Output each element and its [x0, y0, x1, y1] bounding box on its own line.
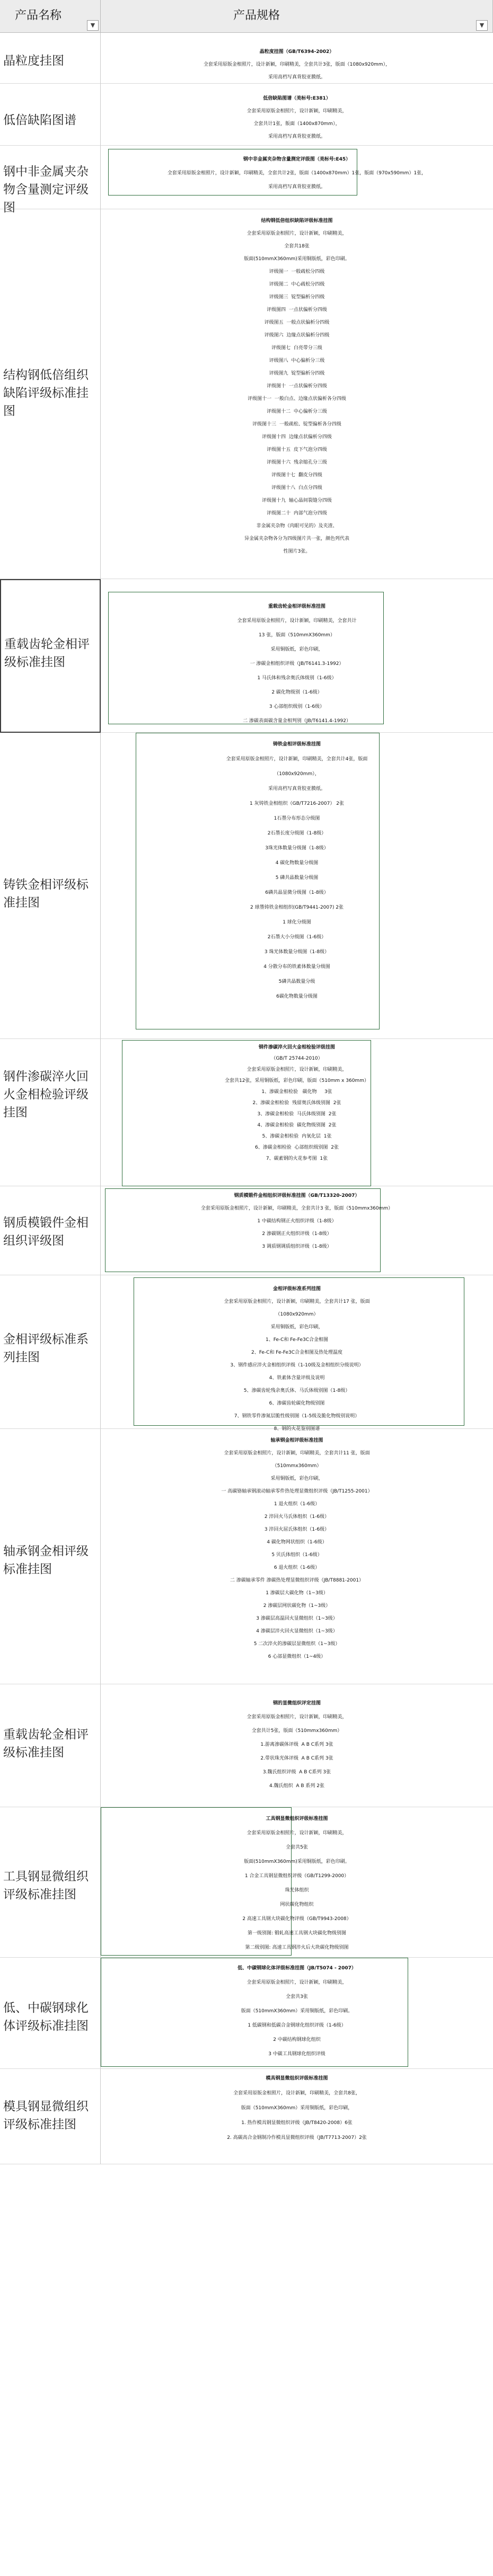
spec-line: 全套采用原版金相照片，设计新颖，印刷精美，: [247, 1715, 347, 1720]
spec-line: 全套共5张: [286, 1845, 308, 1850]
spec-line: 5 二次淬火的渗碳层显微组织（1~3级）: [253, 1641, 340, 1647]
spec-line: 版面（510mmX360mm）采用铜版纸，彩色印刷，: [241, 2106, 353, 2111]
spec-line: 2石墨长度分级图（1-8级）: [267, 831, 327, 836]
spec-line: 2、渗碳金相检验 残留奥氏体级别图 2张: [252, 1100, 341, 1106]
spec-line: 评级图三 锭型偏析分四级: [269, 295, 325, 300]
spec-line: 珠光体组织: [285, 1888, 309, 1893]
spec-line: 全套采用原版金相照片，设计新颖，印刷精美，全套共计: [237, 618, 357, 624]
product-name: 钢中非金属夹杂物含量测定评级图: [3, 165, 89, 215]
product-spec-cell[interactable]: [101, 84, 493, 146]
product-name-cell[interactable]: [0, 84, 101, 146]
spec-line: 全套采用原版金相照片，设计新颖，印刷精美，: [247, 1980, 347, 1985]
spec-line: 1、Fe-C和 Fe-Fe3C合金相图: [265, 1337, 329, 1343]
spec-line: （1080x920mm）: [275, 1312, 319, 1317]
spec-line: 版面(510mmX360mm)采用铜版纸，彩色印刷。: [244, 256, 350, 262]
spec-line: 采用高档写真背胶亚膜纸。: [268, 75, 325, 80]
spec-line: 5磷共晶数量分级: [278, 979, 315, 984]
table-row[interactable]: [0, 1039, 493, 1186]
spec-line: 3 珠光体数量分级图（1-8级）: [264, 949, 330, 955]
spec-title: 晶粒度挂图（GB/T6394-2002）: [259, 49, 334, 55]
spec-line: 1.游离渗碳体评级 A B C系列 3张: [260, 1742, 333, 1747]
product-spec-cell[interactable]: [101, 1429, 493, 1684]
spec-title: 钢质模锻件金相组织评级标准挂图（GB/T13320-2007）: [234, 1193, 360, 1198]
product-spec-cell[interactable]: [101, 1958, 493, 2069]
spec-line: 全套采用原版金相照片，设计新颖，印刷精美，全套共计17 张，版面: [224, 1299, 370, 1304]
product-name: 重载齿轮金相评级标准挂图: [4, 637, 90, 669]
table-row[interactable]: [0, 1275, 493, 1432]
spec-line: 4.魏氏组织 A B 系列 2张: [269, 1783, 324, 1789]
spec-line: 评级图二 中心疏松分四级: [269, 282, 325, 287]
product-name: 结构钢低倍组织缺陷评级标准挂图: [3, 368, 89, 418]
spec-line: 3 调质钢调质组织评级（1-8级）: [262, 1244, 332, 1249]
table-row[interactable]: [0, 1807, 493, 1958]
product-name: 铸铁金相评级标准挂图: [3, 878, 89, 910]
product-name: 轴承钢金相评级标准挂图: [3, 1544, 89, 1576]
spec-line: 4 碳化物网状组织（1-6级）: [267, 1540, 327, 1545]
spec-line: 1 渗碳层大碳化物（1~3级）: [266, 1591, 328, 1596]
product-name-cell[interactable]: [0, 209, 101, 579]
spec-line: 全套采用原版金相照片，设计新颖，印刷精美，全套共计3 张，版面（510mmx360mm）: [200, 1206, 393, 1211]
table-row[interactable]: [0, 84, 493, 146]
spec-line: 全套共计1张，版面（1400x870mm），: [253, 121, 340, 127]
spec-line: 全套共18张: [284, 244, 310, 249]
spec-line: 全套采用原版金相照片，设计新颖，印刷精美，全套共8张，: [233, 2091, 360, 2096]
spec-title: 金相评级标准系列挂图: [272, 1286, 321, 1292]
column-header-label: 产品规格: [233, 9, 280, 22]
spec-line: 全套采用原版金相照片，设计新颖，印刷精美，全套共计3张，版面（1080x920mm），: [203, 62, 391, 67]
product-name-cell[interactable]: [0, 733, 101, 1039]
product-spec-cell[interactable]: [101, 1275, 493, 1432]
table-row[interactable]: [0, 1429, 493, 1684]
product-name: 金相评级标准系列挂图: [3, 1333, 89, 1364]
spec-line: 第二级别图: 高速工具钢淬火后大块碳化物级别图: [245, 1945, 349, 1950]
spec-line: 评级图七 白亮带分三级: [271, 345, 322, 351]
spec-line: 采用高档写真背胶亚膜纸。: [268, 786, 325, 792]
spec-line: 评级图十二 中心偏析分三级: [267, 409, 327, 414]
spec-line: （510mmx360mm）: [272, 1463, 322, 1469]
spec-line: 评级图十八 白点分四级: [271, 485, 322, 491]
spec-line: 6碳化物数量分级图: [276, 994, 318, 999]
spec-line: 评级图十九 轴心晶间裂缝分四级: [262, 498, 332, 503]
spec-line: 采用高档写真背胶亚膜纸。: [268, 184, 325, 190]
product-spec-cell[interactable]: [101, 2069, 493, 2164]
spec-line: 全套共3张: [286, 1994, 308, 2000]
spec-line: 全套采用原版金相照片，设计新颖，印刷精美，全套共计11 张，版面: [224, 1451, 370, 1456]
spec-line: 1 低碳钢和低碳合金钢球化组织评级（1-6级）: [248, 2023, 346, 2028]
spec-line: 6、渗碳齿轮碳化物级别图: [269, 1401, 325, 1406]
spec-line: 4 渗碳层淬火回火显微组织（1~3级）: [256, 1629, 338, 1634]
product-name-cell[interactable]: [0, 146, 101, 215]
spec-line: 7、钢铁零件渗氮层脆性级别图（1-5级及脆化物级别说明）: [234, 1414, 360, 1419]
spec-line: 2.带状珠光体评级 A B C系列 3张: [260, 1756, 333, 1761]
product-name: 低倍缺陷图谱: [3, 113, 76, 127]
table-row[interactable]: [0, 146, 493, 215]
product-name-cell[interactable]: [0, 1958, 101, 2069]
spec-title: 低、中碳钢球化体评级标准挂图（JB/T5074 - 2007）: [237, 1966, 356, 1971]
spec-line: 5、渗碳金相检验 内氧化层 1张: [262, 1134, 332, 1139]
product-spec-cell[interactable]: [101, 33, 493, 84]
spec-line: 2、Fe-C和 Fe-Fe3C合金相图及热处理温度: [251, 1350, 343, 1355]
product-name-cell[interactable]: [0, 1807, 101, 1958]
spec-line: 2 中碳结构钢球化组织: [273, 2037, 321, 2042]
product-spec-cell[interactable]: [101, 733, 493, 1039]
table-row[interactable]: [0, 733, 493, 1039]
spec-title: 钢中非金属夹杂物含量测定评级图（美标号:E45）: [243, 157, 351, 162]
spec-line: 评级图九 锭型偏析分四级: [269, 371, 325, 376]
spec-line: 全套采用原版金相照片，设计新颖，印刷精美，: [247, 231, 347, 236]
product-name: 工具钢显微组织评级标准挂图: [3, 1870, 89, 1902]
spec-line: 5、渗碳齿轮残余奥氏体、马氏体级别图（1-8级）: [243, 1388, 350, 1393]
spec-line: 3 渗碳层高温回火显微组织（1~3级）: [256, 1616, 338, 1621]
spec-line: 3、钢件感应淬火金相组织评级（1-10级及金相组织分级说明）: [230, 1363, 364, 1368]
spec-line: 采用铜版纸，彩色印刷，: [270, 1476, 323, 1481]
spec-line: 6 退火组织（1-6级）: [274, 1565, 320, 1570]
spec-line: 全套采用原版金相照片，设计新颖，印刷精美，全套共计4张，版面: [226, 757, 368, 762]
spec-line: 6磷共晶显微分级图（1-8级）: [265, 890, 329, 895]
spec-line: 6、渗碳金相检验 心部组织级别图 2张: [255, 1145, 339, 1150]
spec-line: 6 心部显微组织（1~4级）: [268, 1654, 326, 1659]
product-spec-cell[interactable]: [101, 209, 493, 579]
spec-title: 工具钢显微组织评级标准挂图: [266, 1816, 328, 1822]
product-name: 低、中碳钢球化体评级标准挂图: [3, 2001, 89, 2033]
spec-title: 模具钢显微组织评级标准挂图: [266, 2076, 328, 2081]
spec-line: 2 渗碳钢正火组织评级（1-8级）: [262, 1231, 332, 1237]
spec-title: 结构钢低倍组织缺陷评级标准挂图: [261, 218, 333, 224]
table-row[interactable]: [0, 209, 493, 579]
spec-line: 二 渗碳表面碳含量金相判别（JB/T6141.4-1992）: [243, 718, 351, 724]
spec-line: 1 合金工具钢显微组织评级（GB/T1299-2000）: [244, 1873, 349, 1879]
product-name-cell[interactable]: [0, 1429, 101, 1684]
product-spec-cell[interactable]: [101, 1039, 493, 1186]
spec-line: 3珠光体数量分级图（1-8级）: [265, 846, 329, 851]
spec-line: 全套采用原版金相照片，设计新颖，印刷精美，: [247, 1831, 347, 1836]
product-name: 晶粒度挂图: [3, 54, 64, 68]
spec-line: 版面(510mmX360mm)采用铜版纸，彩色印刷。: [244, 1859, 350, 1864]
spec-title: 低倍缺陷图谱（美标号:E381）: [263, 96, 331, 101]
spec-line: 3 中碳工具钢球化组织评级: [268, 2051, 325, 2057]
table-row[interactable]: [0, 1684, 493, 1807]
spec-line: 5 贝氏体组织（1-6级）: [271, 1552, 322, 1558]
spec-line: 2 淬回火马氏体组织（1-6级）: [264, 1514, 330, 1520]
filter-dropdown-icon[interactable]: ▼: [476, 20, 488, 31]
product-name: 钢件渗碳淬火回火金相检验评级挂图: [3, 1070, 89, 1120]
product-name: 模具钢显微组织评级标准挂图: [3, 2100, 89, 2131]
spec-title: 钢件渗碳淬火回火金相检验评级挂图: [258, 1045, 335, 1050]
spec-line: 评级图十四 边缘点状偏析分四级: [262, 434, 332, 440]
spec-line: （1080x920mm），: [274, 771, 320, 777]
column-header-label: 产品名称: [15, 9, 62, 22]
spec-line: 2 渗碳层网状碳化物（1~3级）: [263, 1603, 331, 1609]
spec-line: 非金属夹杂物（肉眼可见的）及夹渣、: [256, 523, 338, 529]
spec-line: 1石墨分布形态分级图: [274, 816, 320, 821]
product-name-cell[interactable]: [0, 1275, 101, 1429]
product-name-cell[interactable]: [0, 579, 101, 733]
table-row[interactable]: [0, 1186, 493, 1275]
embedded-image-frame: [136, 733, 380, 1029]
spec-line: 评级图十七 翻皮分四级: [271, 473, 322, 478]
spec-line: 评级图五 一般点状偏析分四级: [264, 320, 330, 325]
spec-line: 4 碳化物数量分级图: [275, 860, 319, 866]
spec-line: 二 渗碳轴承零件 渗碳热处理显微组织评级（JB/T8881-2001）: [230, 1578, 364, 1583]
spec-line: 2 高速工具钢大块碳化物评级（GB/T9943-2008）: [242, 1916, 351, 1922]
table-row[interactable]: [0, 2069, 493, 2164]
spec-line: 全套采用原版金相照片，设计新颖，印刷精美，全套共计2张，版面（1400x870mm）1张，版面（970x590mm）1张，: [167, 171, 427, 176]
spec-line: 全套采用原版金相照片，设计新颖，印刷精美，: [247, 1067, 347, 1072]
spec-line: 评级图十六 残余缩孔分三级: [267, 460, 327, 465]
spec-line: 1 中碳结构钢正火组织评级（1-8级）: [257, 1219, 337, 1224]
spec-line: 评级图四 一点状偏析分四级: [267, 307, 327, 313]
spec-line: 2石墨大小分级图（1-6级）: [267, 935, 327, 940]
spec-line: 评级图八 中心偏析分三级: [269, 358, 325, 363]
spec-line: 采用铜版纸，彩色印刷，: [270, 647, 323, 652]
spec-line: 评级图十一 一般白点、边缘点状偏析各分四级: [248, 396, 346, 402]
spec-line: 网状碳化物组织: [280, 1902, 314, 1907]
spec-line: 3、渗碳金相检验 马氏体级别图 2张: [257, 1112, 337, 1117]
table-row[interactable]: [0, 579, 493, 733]
spec-line: 评级图十五 皮下气泡分四级: [267, 447, 327, 452]
spec-line: 2 碳化物级别（1-6级）: [271, 690, 322, 695]
product-name-cell[interactable]: [0, 1039, 101, 1186]
spec-line: 8、钢的火花鉴别图谱: [274, 1426, 320, 1432]
table-row[interactable]: [0, 33, 493, 84]
spec-line: 评级图二十 内部气泡分四级: [267, 511, 327, 516]
spec-line: 13 张，版面（510mmX360mm）: [259, 633, 335, 638]
spec-title: 重载齿轮金相评级标准挂图: [268, 604, 325, 609]
spec-line: 全套采用原版金相照片，设计新颖，印刷精美，: [247, 109, 347, 114]
product-spec-cell[interactable]: [101, 1186, 493, 1275]
filter-dropdown-icon[interactable]: ▼: [87, 20, 99, 31]
product-name-cell[interactable]: [0, 2069, 101, 2164]
spec-line: 评级图十三 一般疏松、锭型偏析各分四级: [252, 422, 341, 427]
product-spec-cell[interactable]: [101, 579, 493, 733]
product-name-cell[interactable]: [0, 33, 101, 84]
product-name: 钢质模锻件金相组织评级图: [3, 1216, 89, 1248]
spec-line: 4、渗碳金相检验 碳化物级别图 2张: [257, 1123, 337, 1128]
spec-line: 异金属夹杂物各分为四级图片共一张，颜色列代表: [244, 536, 349, 541]
spec-line: （GB/T 25744-2010）: [271, 1056, 323, 1061]
spec-line: 5 磷共晶数量分级图: [275, 875, 319, 881]
product-name-cell[interactable]: [0, 1684, 101, 1807]
column-header-product-spec[interactable]: [101, 0, 493, 33]
spec-line: 7、碳素钢的火花参考图 1张: [266, 1156, 328, 1161]
product-spec-cell[interactable]: [101, 146, 493, 209]
spec-line: 1 退火组织（1-6级）: [274, 1502, 320, 1507]
spec-line: 2. 高碳高合金钢制冷作模具显微组织评级（JB/T7713-2007）2张: [227, 2135, 367, 2140]
product-spec-cell[interactable]: [101, 1807, 493, 1958]
spec-line: 第一级别图: 锻轧高速工具钢大块碳化物级别图: [248, 1931, 346, 1936]
spec-line: 1 灰铸铁金相组织（GB/T7216-2007） 2张: [250, 801, 344, 806]
spec-line: 全套共12张，采用铜版纸，彩色印刷，版面（510mm x 360mm）: [225, 1078, 369, 1083]
spec-line: 1. 热作模具钢显微组织评级（JB/T8420-2008）6张: [241, 2120, 353, 2126]
spec-line: 1、渗碳金相检验 碳化物 3张: [261, 1089, 332, 1095]
spec-title: 钢的显微组织评定挂图: [272, 1701, 321, 1706]
spec-line: 评级图十 一点状偏析分四级: [267, 384, 327, 389]
spec-line: 评级图六 边缘点状偏析分四级: [264, 333, 330, 338]
spec-line: 评级图一 一般疏松分四级: [269, 269, 325, 274]
spec-title: 铸铁金相评级标准挂图: [272, 742, 321, 747]
spec-line: 版面（510mmX360mm）采用铜版纸，彩色印刷。: [241, 2009, 353, 2014]
spec-line: 3 淬回火屈氏体组织（1-6级）: [264, 1527, 330, 1532]
spec-line: 性图片3张。: [283, 549, 311, 554]
product-name-cell[interactable]: [0, 1186, 101, 1275]
spec-line: 4、铁素体含量评级及说明: [269, 1375, 325, 1381]
table-row[interactable]: [0, 1958, 493, 2069]
spec-line: 2 球墨铸铁金相组织(GB/T9441-2007) 2张: [250, 905, 344, 910]
spec-line: 1 球化分级图: [283, 920, 311, 925]
spec-line: 1 马氏体和残余奥氏体级别（1-6级）: [257, 676, 337, 681]
column-header-product-name[interactable]: [0, 0, 101, 33]
product-spec-cell[interactable]: [101, 1684, 493, 1807]
spec-line: 采用高档写真背胶亚膜纸。: [268, 134, 325, 139]
spec-line: 全套共计5张，版面（510mmx360mm）: [251, 1728, 342, 1734]
spec-line: 3.魏氏组织评级 A B C系列 3张: [262, 1770, 331, 1775]
spec-line: 一 渗碳金相组织评级（JB/T6141.3-1992）: [250, 661, 344, 667]
spec-title: 轴承钢金相评级标准挂图: [270, 1438, 323, 1443]
spec-line: 一 高碳铬轴承钢滚动轴承零件热处理显微组织评级（JB/T1255-2001）: [221, 1489, 373, 1494]
product-name: 重载齿轮金相评级标准挂图: [3, 1728, 89, 1760]
spec-line: 采用铜版纸，彩色印刷，: [270, 1325, 323, 1330]
spec-line: 4 分散分布的铁素体数量分级图: [263, 964, 330, 970]
spec-line: 3 心部组织级别（1-6级）: [269, 704, 325, 709]
